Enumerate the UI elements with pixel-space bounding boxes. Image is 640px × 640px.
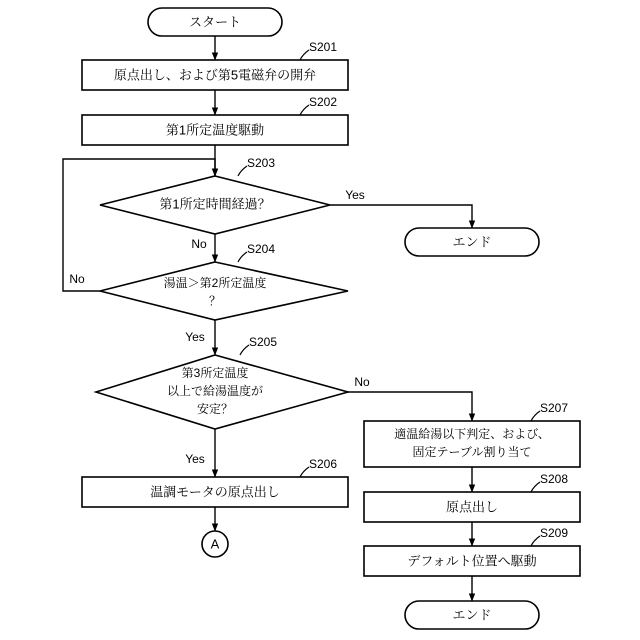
step-label-s206: S206	[309, 457, 338, 472]
edge-label-s203-no: No	[191, 237, 207, 252]
node-s208-label: 原点出し	[445, 499, 499, 515]
node-s206-label: 温調モータの原点出し	[150, 484, 280, 500]
step-label-s201: S201	[309, 40, 338, 55]
node-s203-label: 第1所定時間経過？	[159, 196, 271, 212]
edge-label-s205-no: No	[354, 375, 370, 390]
edge-label-s203-yes: Yes	[345, 188, 365, 203]
node-end-bottom[interactable]	[405, 601, 539, 629]
step-label-s209: S209	[540, 526, 569, 541]
node-s209-label: デフォルト位置へ駆動	[407, 553, 537, 569]
node-start-label: スタート	[188, 14, 242, 30]
node-s204-label-line1: 湯温＞第2所定温度	[163, 276, 267, 291]
node-s208[interactable]	[364, 492, 580, 522]
node-s204[interactable]	[100, 262, 348, 320]
tick-s209	[531, 536, 540, 546]
tick-s205	[240, 345, 249, 355]
step-label-s202: S202	[309, 95, 338, 110]
step-label-s207: S207	[540, 401, 569, 416]
node-end-top[interactable]	[405, 228, 539, 256]
node-s205-label-line1: 第3所定温度	[181, 366, 249, 381]
tick-s208	[531, 482, 540, 492]
edge-label-s204-yes: Yes	[185, 330, 205, 345]
tick-s204	[238, 252, 247, 262]
edge-label-s205-yes: Yes	[185, 452, 205, 467]
node-end-top-label: エンド	[452, 234, 492, 250]
node-start[interactable]	[148, 8, 282, 36]
node-end-bottom-label: エンド	[452, 607, 492, 623]
node-s207[interactable]	[364, 421, 580, 467]
node-s207-label-line2: 固定テーブル割り当て	[412, 445, 532, 460]
node-s205-label-line2: 以上で給湯温度が	[166, 384, 264, 399]
node-s201-label: 原点出し、および第5電磁弁の開弁	[113, 67, 317, 83]
node-s205-label-line3: 安定？	[196, 402, 234, 417]
tick-s203	[238, 166, 247, 176]
step-label-s208: S208	[540, 472, 569, 487]
node-s202[interactable]	[82, 115, 348, 145]
node-s201[interactable]	[82, 60, 348, 90]
tick-s201	[300, 50, 309, 60]
node-s207-label-line1: 適温給湯以下判定、および、	[394, 427, 550, 442]
step-label-s203: S203	[247, 156, 276, 171]
node-s205[interactable]	[96, 355, 348, 429]
node-s204-label-line2: ？	[208, 294, 222, 309]
step-label-s205: S205	[249, 335, 278, 350]
tick-s202	[300, 105, 309, 115]
tick-s207	[531, 411, 540, 421]
node-s206[interactable]	[82, 477, 348, 507]
node-s209[interactable]	[364, 546, 580, 576]
node-s203[interactable]	[100, 176, 330, 234]
tick-s206	[300, 467, 309, 477]
edge-s203-yes-to-end	[330, 205, 472, 228]
edge-s205-no-to-s207	[348, 392, 472, 421]
node-s202-label: 第1所定温度駆動	[165, 122, 265, 138]
node-connector-a[interactable]	[202, 531, 228, 557]
step-label-s204: S204	[247, 242, 276, 257]
edge-label-s204-no: No	[69, 272, 85, 287]
node-connector-a-label: A	[210, 536, 220, 552]
